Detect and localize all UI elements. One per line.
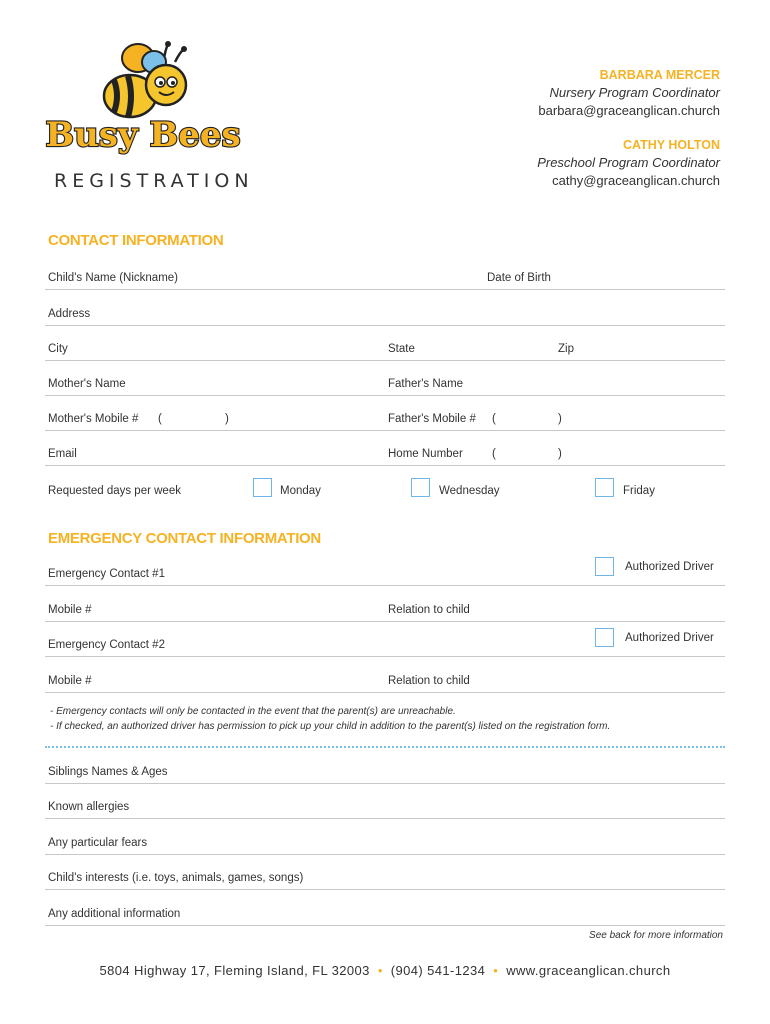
- contact-title: Preschool Program Coordinator: [537, 155, 720, 170]
- wednesday-checkbox[interactable]: [411, 478, 430, 497]
- allergies-label: Known allergies: [48, 801, 130, 813]
- contact-name: BARBARA MERCER: [599, 68, 720, 82]
- area-code-close: ): [225, 413, 229, 425]
- emergency-contact-2-field[interactable]: [45, 635, 725, 657]
- mothers-mobile-label: Mother's Mobile #: [48, 413, 139, 425]
- day-label-monday: Monday: [280, 485, 321, 497]
- registration-heading: REGISTRATION: [54, 170, 254, 192]
- emergency-contact-1-label: Emergency Contact #1: [48, 568, 165, 580]
- section-divider: [45, 746, 725, 748]
- mobile-label: Mobile #: [48, 675, 92, 687]
- contact-section-title: CONTACT INFORMATION: [48, 232, 224, 249]
- fears-label: Any particular fears: [48, 837, 148, 849]
- emergency-mobile-2-field[interactable]: [45, 671, 725, 693]
- date-of-birth-label: Date of Birth: [487, 272, 551, 284]
- email-label: Email: [48, 448, 77, 460]
- emergency-note-2: - If checked, an authorized driver has permission to pick up your child in addition to the parent(s) listed on the registration form.: [50, 721, 611, 732]
- state-label: State: [388, 343, 415, 355]
- additional-info-field[interactable]: [45, 904, 725, 926]
- emergency-section-title: EMERGENCY CONTACT INFORMATION: [48, 530, 321, 547]
- bullet-icon: •: [377, 963, 383, 978]
- day-label-friday: Friday: [623, 485, 655, 497]
- emergency-note-1: - Emergency contacts will only be contacted in the event that the parent(s) are unreachable.: [50, 706, 456, 717]
- zip-label: Zip: [558, 343, 574, 355]
- authorized-driver-1-checkbox[interactable]: [595, 557, 614, 576]
- email-home-field[interactable]: [45, 444, 725, 466]
- emergency-contact-1-field[interactable]: [45, 564, 725, 586]
- day-label-wednesday: Wednesday: [439, 485, 500, 497]
- contact-email[interactable]: cathy@graceanglican.church: [552, 173, 720, 188]
- footer-website[interactable]: www.graceanglican.church: [506, 963, 671, 978]
- bee-icon: [104, 41, 187, 117]
- authorized-driver-1-label: Authorized Driver: [625, 561, 714, 573]
- coordinator-contacts: [537, 66, 720, 190]
- footer: [0, 963, 770, 978]
- authorized-driver-2-label: Authorized Driver: [625, 632, 714, 644]
- area-code-open: (: [492, 448, 496, 460]
- address-label: Address: [48, 308, 91, 320]
- mobile-label: Mobile #: [48, 604, 92, 616]
- emergency-contact-2-label: Emergency Contact #2: [48, 639, 165, 651]
- emergency-notes: [50, 704, 610, 734]
- logo-wordmark: Busy Bees: [45, 115, 241, 155]
- relation-label: Relation to child: [388, 675, 470, 687]
- emergency-mobile-1-field[interactable]: [45, 600, 725, 622]
- relation-label: Relation to child: [388, 604, 470, 616]
- footer-phone: (904) 541-1234: [390, 963, 486, 978]
- additional-info-label: Any additional information: [48, 908, 181, 920]
- area-code-open: (: [158, 413, 162, 425]
- footer-address: 5804 Highway 17, Fleming Island, FL 32003: [99, 963, 370, 978]
- mothers-name-label: Mother's Name: [48, 378, 126, 390]
- interests-field[interactable]: [45, 868, 725, 890]
- friday-checkbox[interactable]: [595, 478, 614, 497]
- area-code-close: ): [558, 413, 562, 425]
- childs-name-field[interactable]: [45, 268, 725, 290]
- busy-bees-logo: [38, 40, 248, 165]
- siblings-label: Siblings Names & Ages: [48, 766, 168, 778]
- see-back-note: See back for more information: [589, 930, 723, 941]
- contact-name: CATHY HOLTON: [623, 138, 720, 152]
- address-field[interactable]: [45, 304, 725, 326]
- bullet-icon: •: [493, 963, 499, 978]
- area-code-open: (: [492, 413, 496, 425]
- authorized-driver-2-checkbox[interactable]: [595, 628, 614, 647]
- parents-name-field[interactable]: [45, 374, 725, 396]
- contact-email[interactable]: barbara@graceanglican.church: [538, 103, 720, 118]
- contact-title: Nursery Program Coordinator: [549, 85, 720, 100]
- allergies-field[interactable]: [45, 797, 725, 819]
- childs-name-label: Child's Name (Nickname): [48, 272, 179, 284]
- fears-field[interactable]: [45, 833, 725, 855]
- home-number-label: Home Number: [388, 448, 463, 460]
- parents-mobile-field[interactable]: [45, 409, 725, 431]
- interests-label: Child's interests (i.e. toys, animals, games, songs): [48, 872, 304, 884]
- city-state-zip-field[interactable]: [45, 339, 725, 361]
- requested-days-label: Requested days per week: [48, 485, 181, 497]
- area-code-close: ): [558, 448, 562, 460]
- fathers-mobile-label: Father's Mobile #: [388, 413, 476, 425]
- requested-days-row: [45, 480, 725, 502]
- city-label: City: [48, 343, 68, 355]
- monday-checkbox[interactable]: [253, 478, 272, 497]
- fathers-name-label: Father's Name: [388, 378, 464, 390]
- siblings-field[interactable]: [45, 762, 725, 784]
